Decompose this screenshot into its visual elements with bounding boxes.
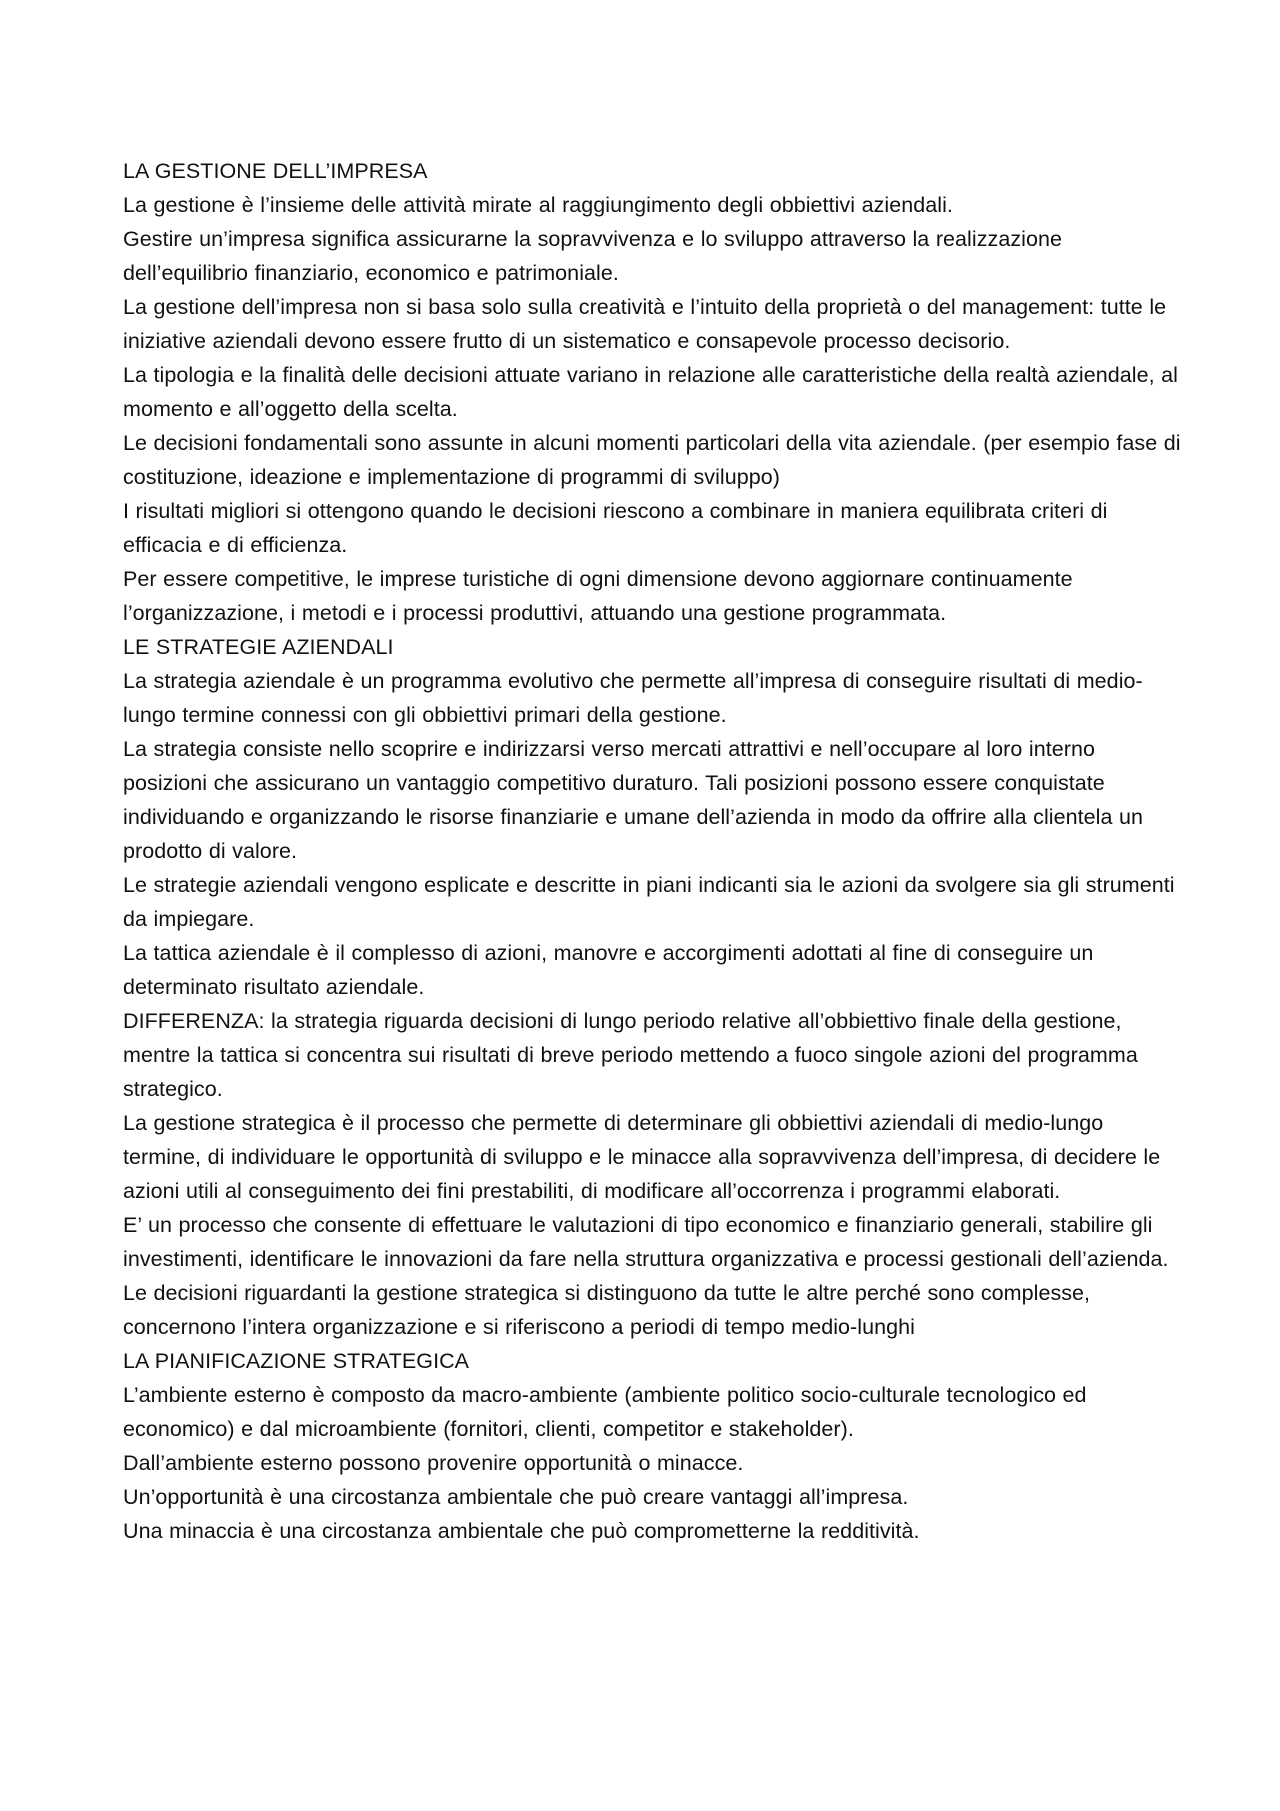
paragraph: Gestire un’impresa significa assicurarne la sopravvivenza e lo sviluppo attraverso la realizzazione dell’equilibrio finanziario, economico e patrimoniale. (123, 227, 1062, 285)
paragraph: Le decisioni riguardanti la gestione strategica si distinguono da tutte le altre perché sono complesse, concernono l’intera organizzazione e si riferiscono a periodi di tempo medio-lunghi (123, 1281, 1091, 1339)
paragraph: La gestione dell’impresa non si basa solo sulla creatività e l’intuito della proprietà o del management: tutte le iniziative aziendali devono essere frutto di un sistematico e consapevole processo decisorio. (123, 295, 1167, 353)
paragraph: Un’opportunità è una circostanza ambientale che può creare vantaggi all’impresa. (123, 1485, 909, 1509)
paragraph: Dall’ambiente esterno possono provenire opportunità o minacce. (123, 1451, 744, 1475)
paragraph: Le decisioni fondamentali sono assunte in alcuni momenti particolari della vita aziendale. (per esempio fase di costituzione, ideazione e implementazione di programmi di sviluppo) (123, 431, 1181, 489)
paragraph: La gestione strategica è il processo che permette di determinare gli obbiettivi aziendali di medio-lungo termine, di individuare le opportunità di sviluppo e le minacce alla sopravvivenza dell’impresa, di decidere le azioni utili al conseguimento dei fini prestabiliti, di modificare all’occorrenza i programmi elaborati. (123, 1111, 1161, 1203)
paragraph: L’ambiente esterno è composto da macro-ambiente (ambiente politico socio-culturale tecnologico ed economico) e dal microambiente (fornitori, clienti, competitor e stakeholder). (123, 1383, 1087, 1441)
paragraph: La strategia aziendale è un programma evolutivo che permette all’impresa di conseguire risultati di medio-lungo termine connessi con gli obbiettivi primari della gestione. (123, 669, 1143, 727)
section-heading-strategie: LE STRATEGIE AZIENDALI (123, 635, 394, 659)
document-body (123, 154, 1183, 1548)
paragraph: Una minaccia è una circostanza ambientale che può comprometterne la redditività. (123, 1519, 920, 1543)
section-heading-gestione: LA GESTIONE DELL’IMPRESA (123, 159, 428, 183)
section-heading-pianificazione: LA PIANIFICAZIONE STRATEGICA (123, 1349, 470, 1373)
paragraph: La tipologia e la finalità delle decisioni attuate variano in relazione alle caratteristiche della realtà aziendale, al momento e all’oggetto della scelta. (123, 363, 1178, 421)
paragraph: DIFFERENZA: la strategia riguarda decisioni di lungo periodo relative all’obbiettivo finale della gestione, mentre la tattica si concentra sui risultati di breve periodo mettendo a fuoco singole azioni del programma strategico. (123, 1009, 1138, 1101)
paragraph: Per essere competitive, le imprese turistiche di ogni dimensione devono aggiornare continuamente l’organizzazione, i metodi e i processi produttivi, attuando una gestione programmata. (123, 567, 1073, 625)
paragraph: La strategia consiste nello scoprire e indirizzarsi verso mercati attrattivi e nell’occupare al loro interno posizioni che assicurano un vantaggio competitivo duraturo. Tali posizioni possono essere conquistate individuando e organizzando le risorse finanziarie e umane dell’azienda in modo da offrire alla clientela un prodotto di valore. (123, 737, 1144, 863)
paragraph: Le strategie aziendali vengono esplicate e descritte in piani indicanti sia le azioni da svolgere sia gli strumenti da impiegare. (123, 873, 1175, 931)
paragraph: La gestione è l’insieme delle attività mirate al raggiungimento degli obbiettivi aziendali. (123, 193, 953, 217)
paragraph: I risultati migliori si ottengono quando le decisioni riescono a combinare in maniera equilibrata criteri di efficacia e di efficienza. (123, 499, 1108, 557)
paragraph: La tattica aziendale è il complesso di azioni, manovre e accorgimenti adottati al fine di conseguire un determinato risultato aziendale. (123, 941, 1094, 999)
paragraph: E’ un processo che consente di effettuare le valutazioni di tipo economico e finanziario generali, stabilire gli investimenti, identificare le innovazioni da fare nella struttura organizzativa e processi gestionali dell’azienda. (123, 1213, 1169, 1271)
